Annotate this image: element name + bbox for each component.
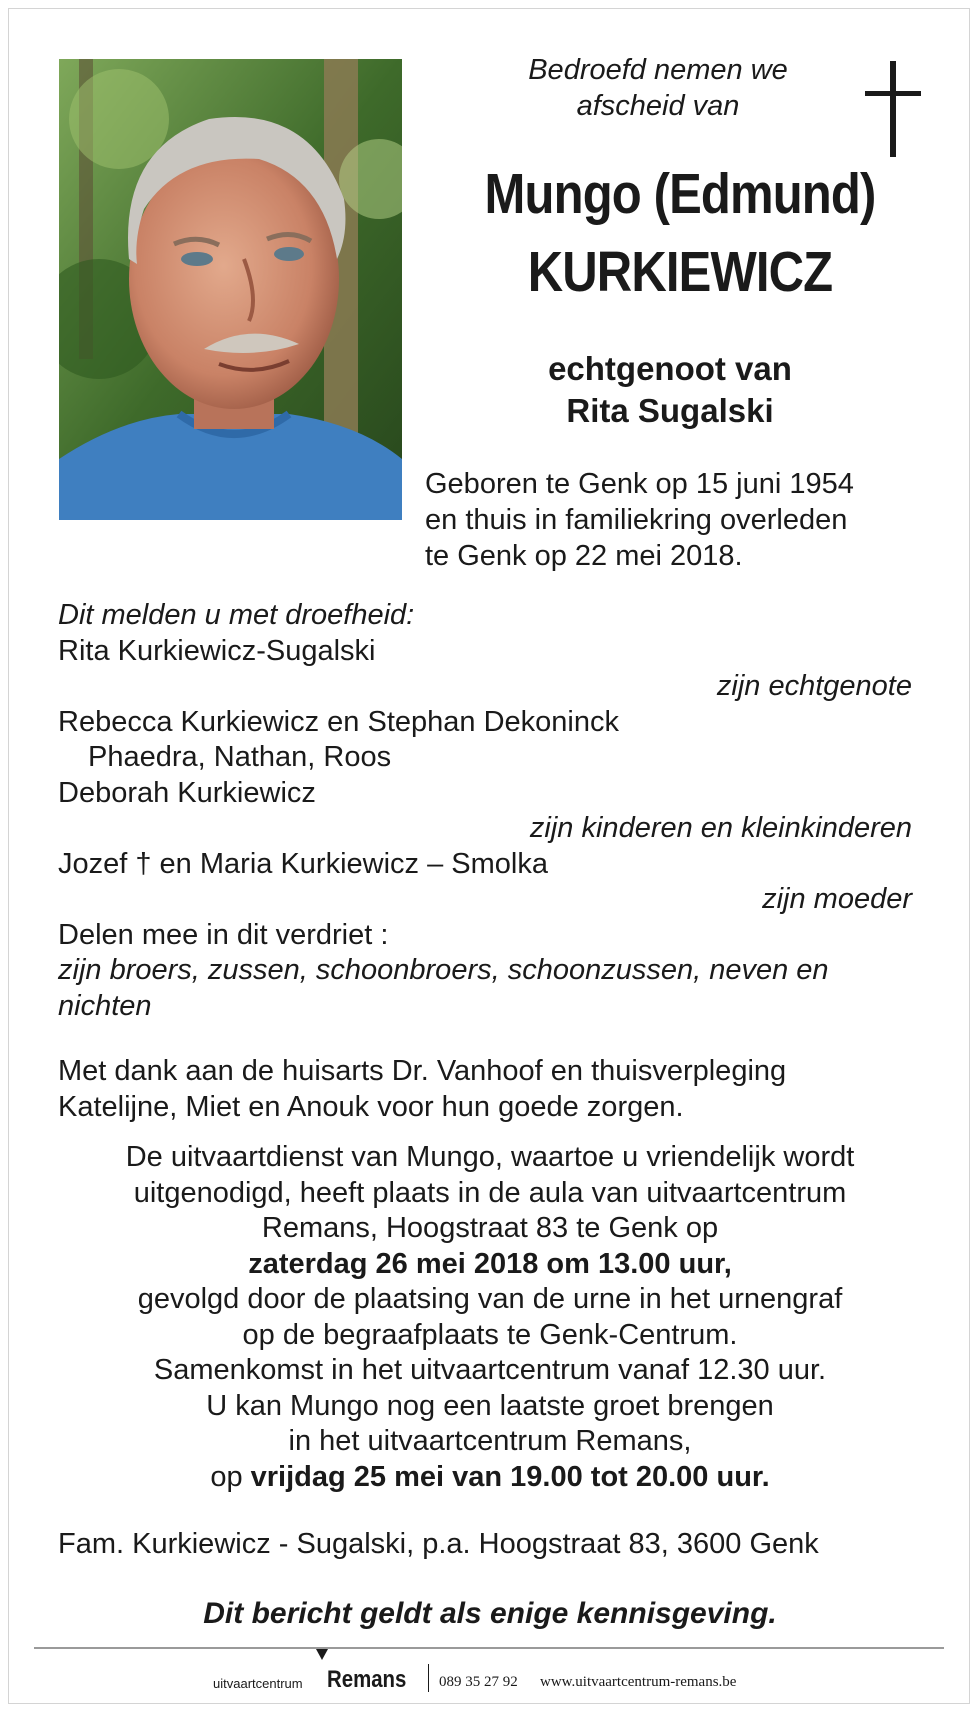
service-info	[40, 1140, 940, 1495]
spouse-label: echtgenoot van	[548, 350, 792, 387]
grandchildren-line: Phaedra, Nathan, Roos	[88, 741, 392, 773]
birth-death-info	[425, 466, 955, 574]
triangle-marker-icon	[316, 1649, 328, 1660]
parents-line: Jozef † en Maria Kurkiewicz – Smolka	[58, 847, 548, 880]
service-date: zaterdag 26 mei 2018 om 13.00 uur,	[248, 1247, 732, 1280]
thanks-line: Katelijne, Miet en Anouk voor hun goede zorgen.	[58, 1090, 684, 1123]
thanks-line: Met dank aan de huisarts Dr. Vanhoof en thuisverpleging	[58, 1055, 787, 1087]
family-list	[58, 598, 918, 1024]
spouse-name: Rita Sugalski	[566, 392, 774, 429]
wife-role: zijn echtgenote	[716, 670, 912, 702]
name-last: KURKIEWICZ	[527, 240, 833, 304]
relatives-line: zijn broers, zussen, schoonbroers, schoonzussen, neven en	[58, 954, 829, 986]
service-line: uitgenodigd, heeft plaats in de aula van uitvaartcentrum	[133, 1176, 847, 1209]
thanks-text	[58, 1054, 918, 1125]
wife-name: Rita Kurkiewicz-Sugalski	[58, 634, 376, 667]
cross-icon	[865, 61, 921, 157]
footer-divider	[34, 1647, 944, 1649]
service-line: Remans, Hoogstraat 83 te Genk op	[261, 1212, 719, 1244]
service-line: in het uitvaartcentrum Remans,	[288, 1425, 692, 1457]
share-line: Delen mee in dit verdriet :	[58, 918, 389, 951]
portrait-photo	[59, 59, 402, 520]
footer-brand: Remans	[327, 1666, 407, 1693]
children-role: zijn kinderen en kleinkinderen	[529, 812, 912, 844]
relatives-line: nichten	[58, 989, 152, 1022]
spouse-info	[480, 348, 860, 432]
born-line: en thuis in familiekring overleden	[425, 504, 848, 536]
service-line: op de begraafplaats te Genk-Centrum.	[242, 1318, 738, 1351]
intro-line: Bedroefd nemen we	[528, 54, 788, 86]
footer	[0, 1662, 980, 1694]
visit-time: vrijdag 25 mei van 19.00 tot 20.00 uur.	[250, 1460, 770, 1493]
announce-line: Dit melden u met droefheid:	[58, 599, 415, 631]
service-line: Samenkomst in het uitvaartcentrum vanaf 12.30 uur.	[153, 1354, 827, 1386]
footer-website: www.uitvaartcentrum-remans.be	[540, 1674, 737, 1690]
service-line: U kan Mungo nog een laatste groet brengen	[206, 1389, 774, 1422]
notice-text: Dit bericht geldt als enige kennisgeving.	[203, 1597, 777, 1630]
intro-text	[478, 52, 838, 124]
footer-label: uitvaartcentrum	[213, 1676, 303, 1691]
deceased-name	[465, 155, 895, 311]
born-line: Geboren te Genk op 15 juni 1954	[425, 468, 854, 500]
born-line: te Genk op 22 mei 2018.	[425, 540, 743, 572]
parents-role: zijn moeder	[762, 883, 912, 915]
service-line: De uitvaartdienst van Mungo, waartoe u vriendelijk wordt	[125, 1141, 855, 1173]
intro-line: afscheid van	[576, 90, 740, 122]
name-first: Mungo (Edmund)	[484, 162, 876, 226]
footer-phone: 089 35 27 92	[439, 1674, 518, 1690]
children-line: Deborah Kurkiewicz	[58, 776, 316, 809]
children-line: Rebecca Kurkiewicz en Stephan Dekoninck	[58, 705, 619, 738]
visit-prefix: op	[210, 1460, 243, 1493]
family-address: Fam. Kurkiewicz - Sugalski, p.a. Hoogstraat 83, 3600 Genk	[58, 1528, 819, 1560]
footer-separator	[428, 1664, 429, 1692]
service-line: gevolgd door de plaatsing van de urne in het urnengraf	[137, 1283, 843, 1315]
